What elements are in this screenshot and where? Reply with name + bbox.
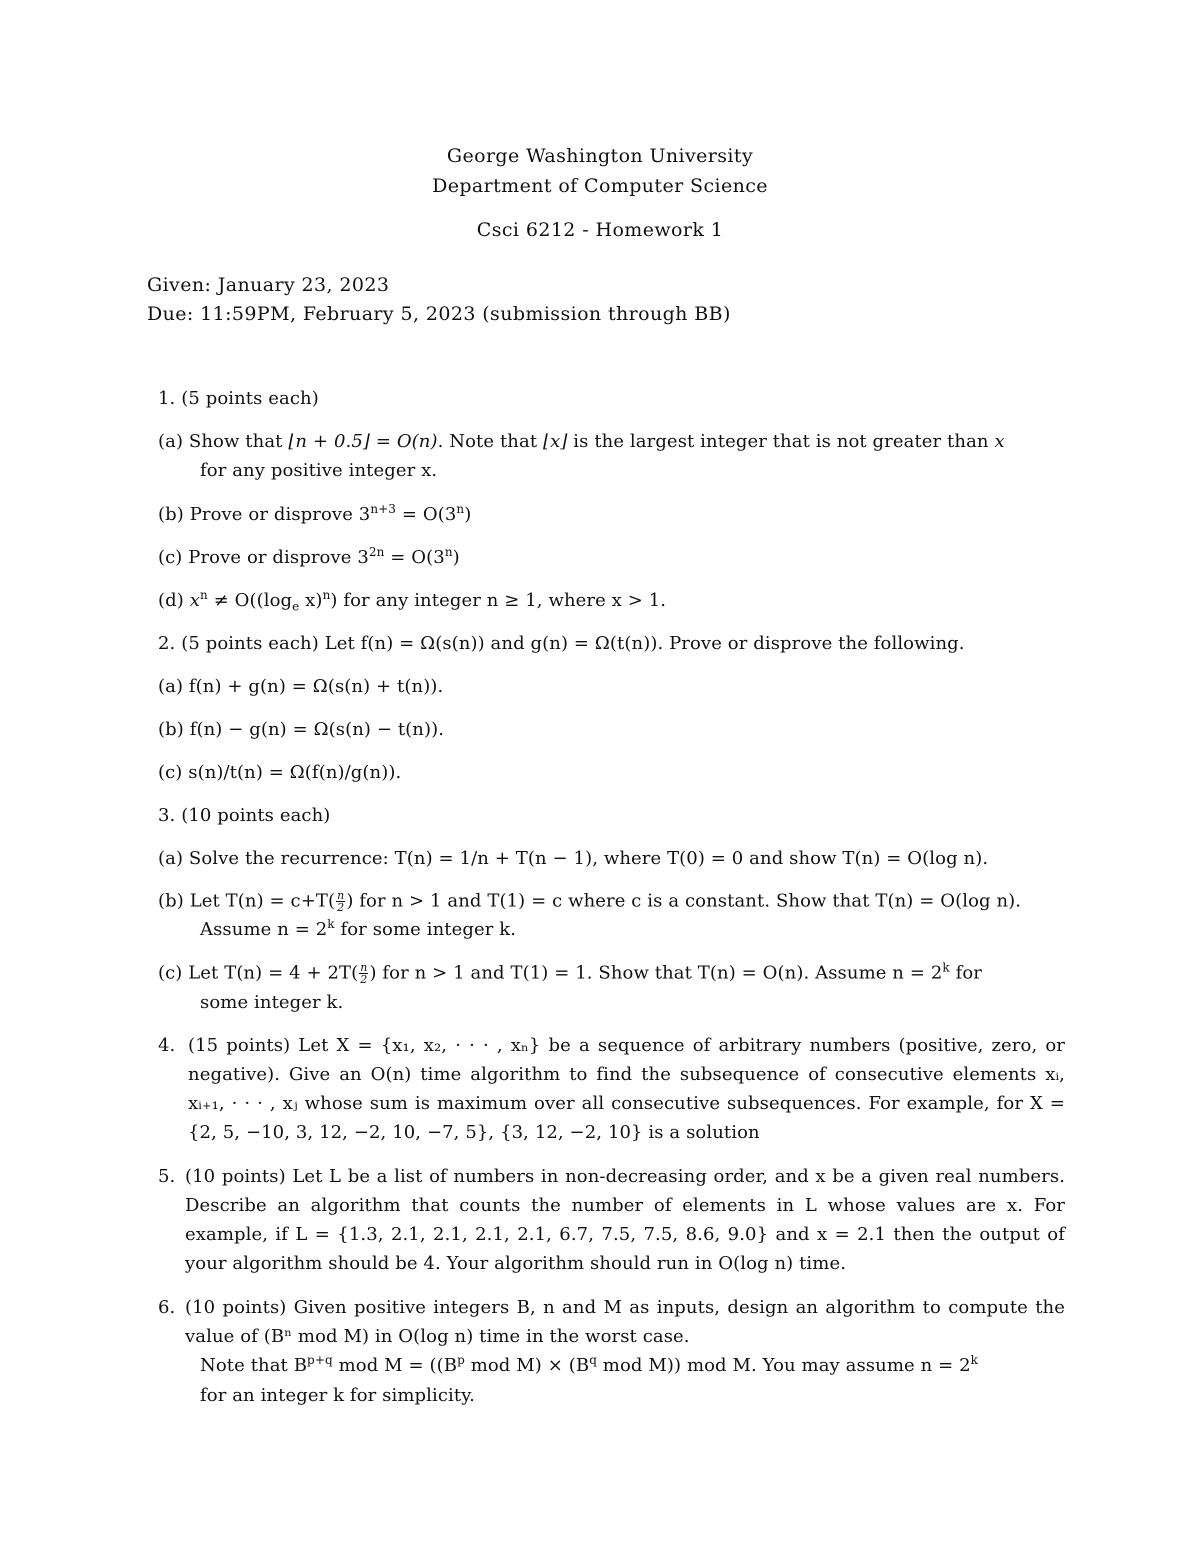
q1-b-text: (b) Prove or disprove 3 xyxy=(158,504,371,525)
q1-c-text: (c) Prove or disprove 3 xyxy=(158,547,369,568)
fraction-denominator: 2 xyxy=(337,901,345,914)
q6-text2-line2: for an integer k for simplicity. xyxy=(200,1385,475,1406)
university-name: George Washington University xyxy=(446,145,754,167)
q6-exp4: k xyxy=(970,1353,979,1367)
q1-d xyxy=(158,590,666,612)
given-date: Given: January 23, 2023 xyxy=(147,274,390,296)
fraction-denominator: 2 xyxy=(360,973,368,986)
q3-c-fraction xyxy=(359,962,368,985)
q3-c-end: for xyxy=(949,962,982,984)
q4-text: (15 points) Let X = {x₁, x₂, · · · , xₙ} be a sequence of arbitrary numbers (positive, zero, or negative). Give an O(n) time algorithm to find the subsequence of consecutive elements xᵢ, xᵢ₊₁, · · · , xⱼ whose sum is maximum over all consecutive subsequences. For example, for X = {2, 5, −10, 3, 12, −2, 10, −7, 5}, {3, 12, −2, 10} is a solution xyxy=(188,1035,1065,1143)
q1-a-text: (a) Show that xyxy=(158,431,289,452)
q6-exp3: q xyxy=(589,1353,597,1367)
q1-a-post: is the largest integer that is not greater than xyxy=(567,431,995,452)
q1-d-pre: (d) xyxy=(158,590,190,611)
q3-c-pre: (c) Let T(n) = 4 + 2T( xyxy=(158,962,359,984)
q3-a: (a) Solve the recurrence: T(n) = 1/n + T(n − 1), where T(0) = 0 and show T(n) = O(log n). xyxy=(158,848,989,869)
q2-label: 2. (5 points each) Let f(n) = Ω(s(n)) and g(n) = Ω(t(n)). Prove or disprove the following. xyxy=(158,633,965,654)
q3-b-fraction xyxy=(336,890,345,913)
q3-b xyxy=(158,890,1021,913)
fraction-numerator: n xyxy=(337,889,345,902)
q6-mid1: mod M = ((B xyxy=(332,1355,458,1376)
q1-d-mid2: x) xyxy=(299,590,323,611)
q1-b-end: ) xyxy=(464,504,472,525)
q1-label: 1. (5 points each) xyxy=(158,388,319,409)
q5-number: 5. xyxy=(158,1166,176,1187)
q3-b-exp: k xyxy=(327,917,335,931)
q1-b-post: = O(3 xyxy=(396,504,457,525)
q1-d-post: ) for any integer n ≥ 1, where x > 1. xyxy=(330,590,667,611)
q3-c-post: ) for n > 1 and T(1) = 1. Show that T(n) = O(n). Assume n = 2 xyxy=(369,962,943,984)
q3-label: 3. (10 points each) xyxy=(158,805,331,826)
q3-b-post: ) for n > 1 and T(1) = c where c is a constant. Show that T(n) = O(log n). xyxy=(346,890,1022,912)
q1-a-x: x xyxy=(994,431,1005,452)
q6-number: 6. xyxy=(158,1297,176,1318)
q6-text2 xyxy=(200,1355,978,1377)
q1-d-mid: ≠ O((log xyxy=(207,590,293,611)
q1-c-post: = O(3 xyxy=(384,547,445,568)
q1-b-exp2: n xyxy=(456,502,465,516)
q1-a-math: ⌊n + 0.5⌋ = O(n) xyxy=(288,431,438,452)
q1-c-exp: 2n xyxy=(368,545,385,559)
q1-c-exp2: n xyxy=(444,545,453,559)
q2-b: (b) f(n) − g(n) = Ω(s(n) − t(n)). xyxy=(158,719,445,740)
q1-d-exp2: n xyxy=(322,588,331,602)
q1-c-end: ) xyxy=(452,547,460,568)
q3-c xyxy=(158,962,982,985)
q1-d-sub: e xyxy=(292,599,300,614)
department-name: Department of Computer Science xyxy=(432,175,768,197)
q1-a-math2: ⌊x⌋ xyxy=(542,431,568,452)
due-date: Due: 11:59PM, February 5, 2023 (submission through BB) xyxy=(147,303,731,325)
q1-a-line2: for any positive integer x. xyxy=(200,460,438,481)
q6-mid3: mod M)) mod M. You may assume n = 2 xyxy=(596,1355,971,1376)
q6-mid2: mod M) × (B xyxy=(464,1355,590,1376)
q3-b-line2-text: Assume n = 2 xyxy=(200,919,328,940)
q3-b-line2 xyxy=(200,919,516,941)
q1-b xyxy=(158,504,471,526)
q1-a-mid: . Note that xyxy=(437,431,543,452)
fraction-numerator: n xyxy=(360,961,368,974)
q5-text: (10 points) Let L be a list of numbers in non-decreasing order, and x be a given real numbers. Describe an algorithm that counts the number of elements in L whose values are x. For example, if L = {1.3, 2.1, 2.1, 2.1, 2.1, 6.7, 7.5, 7.5, 8.6, 9.0} and x = 2.1 then the output of your algorithm should be 4. Your algorithm should run in O(log n) time. xyxy=(185,1166,1065,1274)
q1-c xyxy=(158,547,460,569)
q3-b-line2-end: for some integer k. xyxy=(334,919,517,940)
q6-text2-pre: Note that B xyxy=(200,1355,308,1376)
q2-c: (c) s(n)/t(n) = Ω(f(n)/g(n)). xyxy=(158,762,402,783)
q3-c-line2: some integer k. xyxy=(200,992,344,1013)
q6-exp2: p xyxy=(457,1353,465,1367)
q4-number: 4. xyxy=(158,1035,176,1056)
q3-c-exp: k xyxy=(942,960,950,975)
q1-d-exp: n xyxy=(199,588,208,602)
q1-b-exp: n+3 xyxy=(370,502,397,516)
q1-d-math: x xyxy=(189,590,200,611)
q3-b-pre: (b) Let T(n) = c+T( xyxy=(158,890,336,912)
course-title: Csci 6212 - Homework 1 xyxy=(476,219,724,241)
q6-text1: (10 points) Given positive integers B, n and M as inputs, design an algorithm to compute the value of (Bⁿ mod M) in O(log n) time in the worst case. xyxy=(185,1297,1065,1347)
q1-a xyxy=(158,431,1005,453)
q2-a: (a) f(n) + g(n) = Ω(s(n) + t(n)). xyxy=(158,676,444,697)
q6-exp1: p+q xyxy=(307,1353,333,1367)
